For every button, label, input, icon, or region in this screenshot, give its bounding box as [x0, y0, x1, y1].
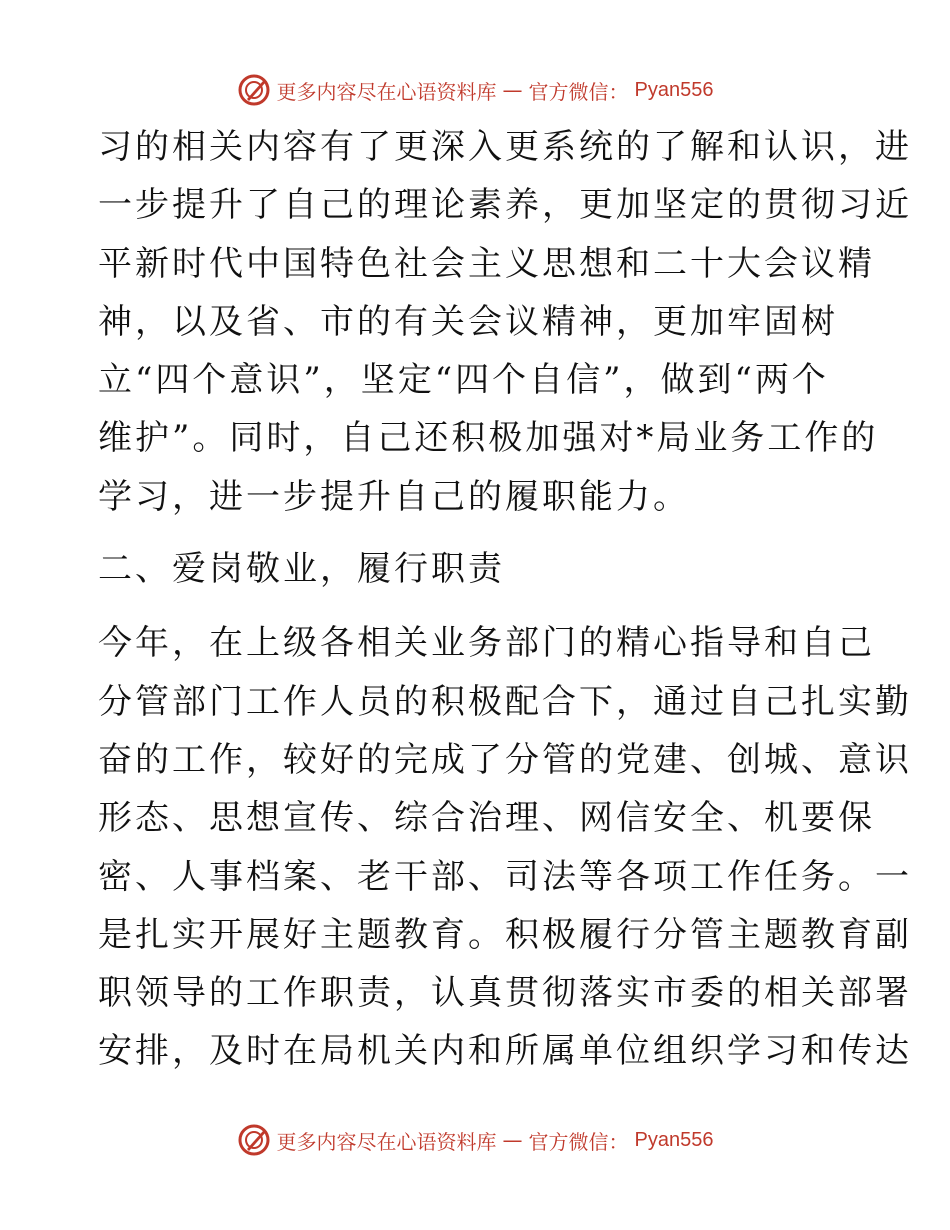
section-heading: 二、爱岗敬业，履行职责	[98, 549, 505, 590]
wechat-label: 官方微信：	[528, 79, 629, 104]
body-line: 习的相关内容有了更深入更系统的了解和认识，进	[98, 127, 912, 167]
body-line: 形态、思想宣传、综合治理、网信安全、机要保	[98, 798, 875, 839]
watermark-text: 更多内容尽在心语资料库	[276, 79, 497, 104]
body-line: 平新时代中国特色社会主义思想和二十大会议精	[98, 243, 875, 284]
wechat-label: 官方微信：	[528, 1129, 629, 1154]
body-line: 分管部门工作人员的积极配合下，通过自己扎实勤	[98, 681, 912, 722]
body-line: 职领导的工作职责，认真贯彻落实市委的相关部署	[98, 973, 912, 1014]
body-line: 一步提升了自己的理论素养，更加坚定的贯彻习近	[98, 185, 912, 226]
body-line: 神，以及省、市的有关会议精神，更加牢固树	[98, 301, 838, 342]
document-body	[98, 118, 912, 1081]
body-line: 密、人事档案、老干部、司法等各项工作任务。一	[98, 856, 912, 897]
watermark-separator: —	[502, 1128, 523, 1152]
body-line: 学习，进一步提升自己的履职能力。	[98, 476, 690, 517]
watermark-banner-bottom	[0, 1120, 950, 1160]
wechat-id: Pyan556	[634, 1128, 714, 1151]
watermark-separator: —	[502, 78, 523, 102]
body-line: 今年，在上级各相关业务部门的精心指导和自己	[98, 623, 875, 664]
brand-logo-icon	[237, 73, 271, 107]
body-line: 是扎实开展好主题教育。积极履行分管主题教育副	[98, 914, 912, 955]
body-line: 立“四个意识”，坚定“四个自信”，做到“两个	[98, 360, 829, 401]
body-line: 安排，及时在局机关内和所属单位组织学习和传达	[98, 1031, 912, 1072]
body-line: 奋的工作，较好的完成了分管的党建、创城、意识	[98, 739, 912, 780]
watermark-text: 更多内容尽在心语资料库	[276, 1129, 497, 1154]
wechat-id: Pyan556	[634, 78, 714, 101]
brand-logo-icon	[237, 1123, 271, 1157]
watermark-banner-top	[0, 70, 950, 110]
body-line: 维护”。同时，自己还积极加强对*局业务工作的	[98, 418, 879, 459]
